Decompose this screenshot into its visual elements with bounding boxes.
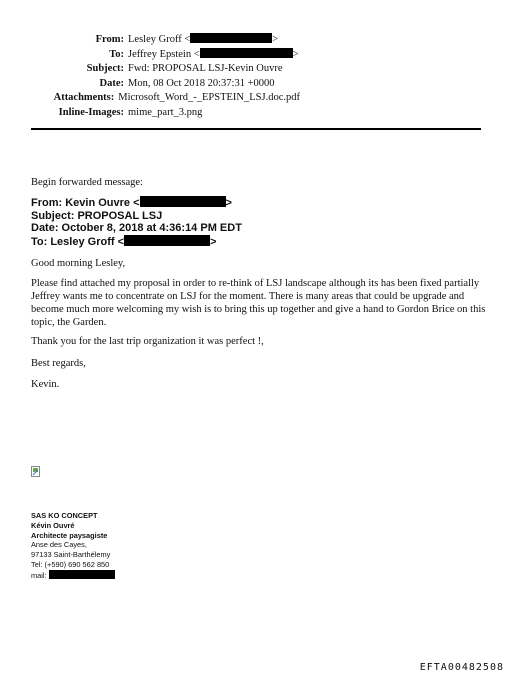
thanks-line: Thank you for the last trip organization it was perfect !, <box>31 336 264 347</box>
greeting: Good morning Lesley, <box>31 258 126 269</box>
redaction-bar <box>190 33 272 43</box>
fwd-to: To: Lesley Groff < <box>31 235 125 248</box>
header-attachments-row <box>0 91 300 106</box>
signature-tel: Tel: (+590) 690 562 850 <box>31 559 110 569</box>
date-label: Date: <box>99 77 124 89</box>
fwd-to-line <box>31 235 242 249</box>
redaction-bar <box>140 196 226 207</box>
header-inline-images-row <box>0 106 300 121</box>
fwd-from: From: Kevin Ouvre < <box>31 197 140 209</box>
body-paragraph: Please find attached my proposal in order to re-think of LSJ landscape although its has been fixed partially Jeffrey wants me to concentrate on LSJ for the moment. There is many areas that could be upgrade and become much more welcoming my wish is to bring this up together and give a hand to Gordon Brice on this topic, the Garden. <box>31 278 486 328</box>
subject-value: Fwd: PROPOSAL LSJ-Kevin Ouvre <box>128 63 283 75</box>
from-end: > <box>272 34 279 45</box>
subject-label: Subject: <box>86 63 124 75</box>
redaction-bar <box>124 235 210 246</box>
header-date-row <box>0 77 300 92</box>
signature-block <box>31 511 115 581</box>
signature-mail-label: mail: <box>31 570 47 580</box>
broken-image-icon <box>31 466 40 477</box>
signature-title: Architecte paysagiste <box>31 530 108 540</box>
attachments-value[interactable]: Microsoft_Word_-_EPSTEIN_LSJ.doc.pdf <box>118 92 300 104</box>
header-divider <box>31 128 481 130</box>
to-label: To: <box>109 48 124 60</box>
signature-mail-line <box>31 570 115 581</box>
bates-stamp: EFTA00482508 <box>419 662 504 673</box>
to-end: > <box>292 48 299 60</box>
forward-intro: Begin forwarded message: <box>31 177 143 188</box>
header-from-row <box>0 33 300 48</box>
email-header <box>0 33 300 121</box>
inline-images-value[interactable]: mime_part_3.png <box>128 106 203 118</box>
signature-address-1: Anse des Cayes, <box>31 540 87 550</box>
fwd-subject: Subject: PROPOSAL LSJ <box>31 209 163 222</box>
attachments-label: Attachments: <box>53 92 115 104</box>
forwarded-header <box>31 196 242 248</box>
sender-name: Kevin. <box>31 379 60 390</box>
signature-company: SAS KO CONCEPT <box>31 511 98 520</box>
date-value: Mon, 08 Oct 2018 20:37:31 +0000 <box>128 77 275 89</box>
closing: Best regards, <box>31 358 86 369</box>
signature-address-2: 97133 Saint-Barthélemy <box>31 550 111 560</box>
fwd-from-line <box>31 196 242 210</box>
redaction-bar <box>200 48 293 58</box>
signature-person: Kévin Ouvré <box>31 520 75 530</box>
fwd-from-end: > <box>225 197 232 209</box>
from-label: From: <box>95 34 124 45</box>
header-to-row <box>0 48 300 63</box>
to-name: Jeffrey Epstein < <box>128 48 200 60</box>
from-name: Lesley Groff < <box>128 34 191 45</box>
header-subject-row <box>0 62 300 77</box>
inline-images-label: Inline-Images: <box>58 106 124 118</box>
fwd-date: Date: October 8, 2018 at 4:36:14 PM EDT <box>31 222 242 235</box>
fwd-to-end: > <box>210 235 217 248</box>
redaction-bar <box>49 570 115 579</box>
